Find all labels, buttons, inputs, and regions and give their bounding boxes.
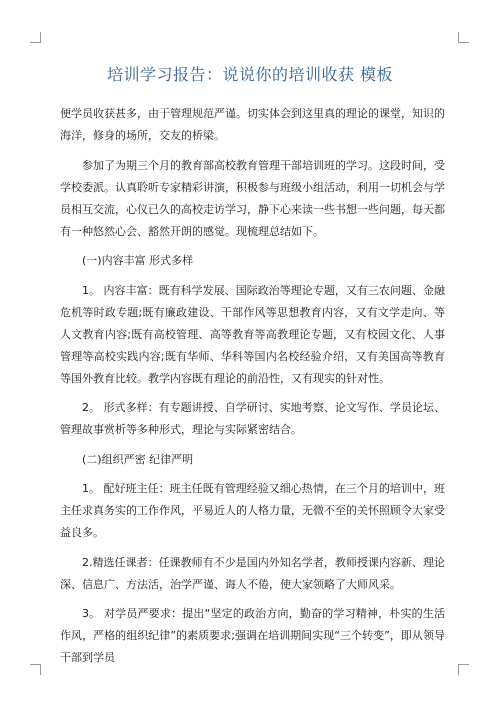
document-body <box>60 103 445 669</box>
paragraph-content-rich: 1。 内容丰富：既有科学发展、国际政治等理论专题，又有三农问题、金融危机等时政专题;既有廉政建设、干部作风等思想教育内容，又有文学走向、等人文教育内容;既有高校管理、高等教育等高教理论专题，又有校园文化、人事管理等高校实践内容;既有华师、华科等国内名校经验介绍，又有美国高等教育等国外教育比较。教学内容既有理论的前沿性，又有现实的针对性。 <box>60 283 445 385</box>
section-heading-organization: (二)组织严密 纪律严明 <box>82 452 194 466</box>
crop-mark-top-right <box>458 32 469 43</box>
crop-mark-bottom-right <box>458 664 469 675</box>
paragraph-lecturers: 2.精选任课者：任课教师有不少是国内外知名学者，教师授课内容新、理论深、信息广、方法活，治学严谨、诲人不倦，使大家领略了大师风采。 <box>60 555 445 591</box>
document-title: 培训学习报告：说说你的培训收获 模板 <box>106 65 394 84</box>
paragraph-form-diverse: 2。 形式多样：有专题讲授、自学研讨、实地考察、论文写作、学员论坛、管理故事赏析等多种形式，理论与实际紧密结合。 <box>60 401 445 436</box>
paragraph-student-requirements: 3。 对学员严要求：提出“坚定的政治方向，勤奋的学习精神，朴实的生活作风，严格的组织纪律”的素质要求;强调在培训期间实现“三个转变”，即从领导干部到学员 <box>60 607 445 664</box>
paragraph-overview: 参加了为期三个月的教育部高校教育管理干部培训班的学习。这段时间，受学校委派。认真聆听专家精彩讲演，积极参与班级小组活动，利用一切机会与学员相互交流，心仪已久的高校走访学习，静下心来读一些书想一些问题，每天都有一种悠然心会、豁然开朗的感觉。现梳理总结如下。 <box>60 158 445 238</box>
paragraph-head-teacher: 1。 配好班主任：班主任既有管理经验又细心热情，在三个月的培训中，班主任求真务实的工作作风，平易近人的人格力量，无微不至的关怀照顾令大家受益良多。 <box>60 482 445 539</box>
paragraph-intro: 便学员收获甚多，由于管理规范严谨。切实体会到这里真的理论的课堂，知识的海洋，修身的场所，交友的桥梁。 <box>60 107 445 142</box>
crop-mark-bottom-left <box>30 664 41 675</box>
crop-mark-top-left <box>30 32 41 43</box>
section-heading-content: (一)内容丰富 形式多样 <box>82 254 194 267</box>
